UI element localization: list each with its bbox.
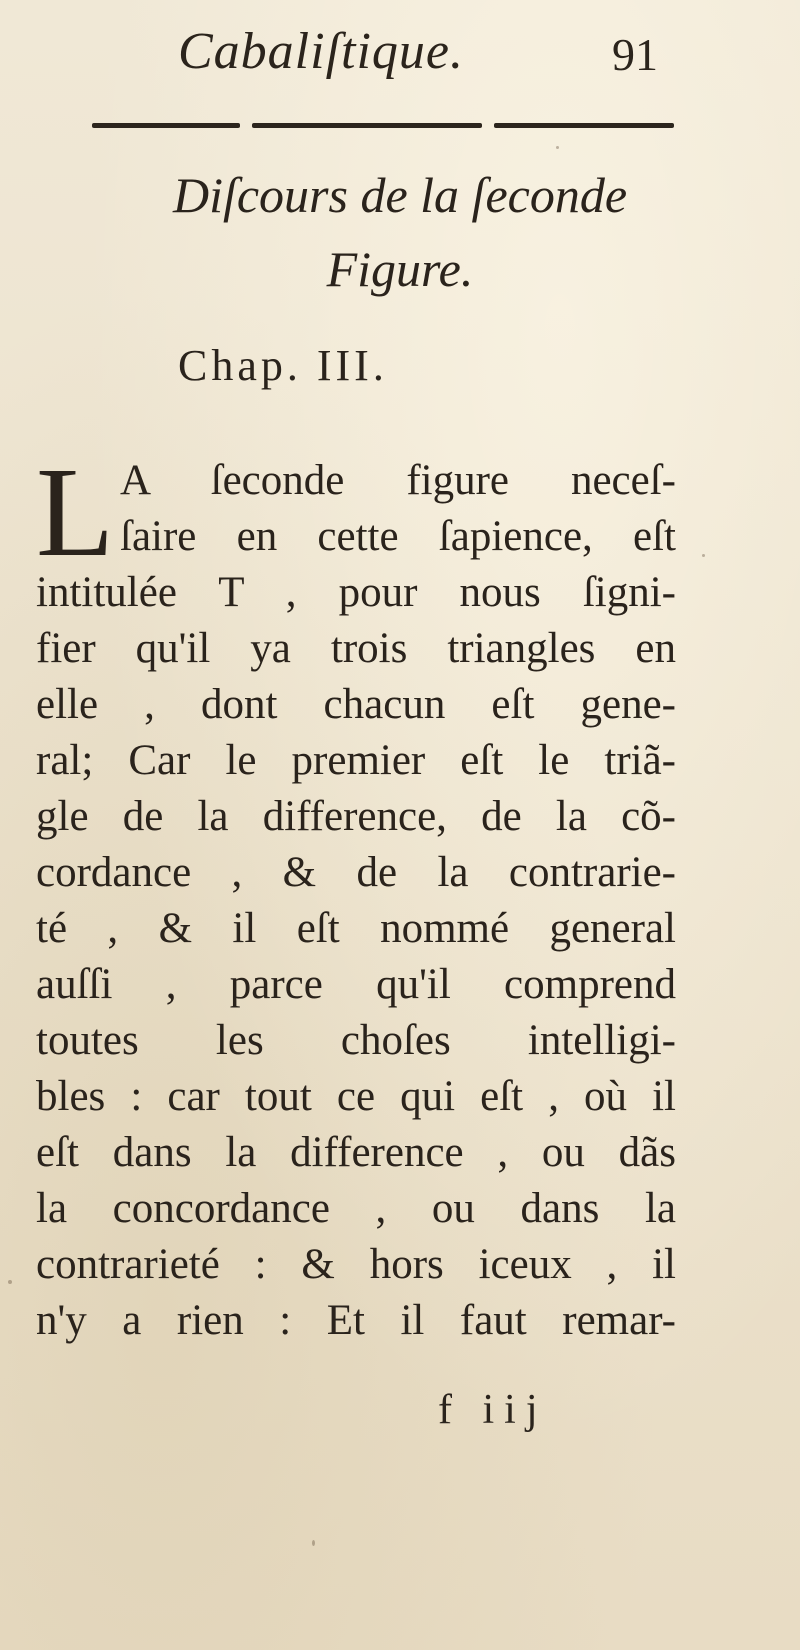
paper-speck xyxy=(702,554,705,557)
text-line: A ſeconde figure neceſ- xyxy=(120,457,676,504)
rule-segment xyxy=(92,123,240,128)
text-line: gle de la difference, de la cõ- xyxy=(36,793,676,840)
text-line: la concordance , ou dans la xyxy=(36,1185,676,1232)
paper-speck xyxy=(8,1280,12,1284)
text-line: ſaire en cette ſapience, eſt xyxy=(120,513,676,560)
text-line: auſſi , parce qu'il comprend xyxy=(36,961,676,1008)
text-line: fier qu'il ya trois triangles en xyxy=(36,625,676,672)
page-header xyxy=(0,22,800,92)
signature-mark: f iij xyxy=(438,1387,548,1433)
rule-segment xyxy=(252,123,482,128)
text-line: eſt dans la difference , ou dãs xyxy=(36,1129,676,1176)
section-title xyxy=(60,158,740,306)
page-number: 91 xyxy=(612,29,658,80)
paper-speck xyxy=(312,1540,315,1546)
text-line: elle , dont chacun eſt gene- xyxy=(36,681,676,728)
paper-speck xyxy=(556,146,559,149)
text-line: toutes les choſes intelligi- xyxy=(36,1017,676,1064)
text-line: contrarieté : & hors iceux , il xyxy=(36,1241,676,1288)
text-line: ral; Car le premier eſt le triã- xyxy=(36,737,676,784)
text-line: bles : car tout ce qui eſt , où il xyxy=(36,1073,676,1120)
text-line: intitulée T , pour nous ſigni- xyxy=(36,569,676,616)
text-line: n'y a rien : Et il faut remar- xyxy=(36,1297,676,1344)
text-line: cordance , & de la contrarie- xyxy=(36,849,676,896)
drop-cap: L xyxy=(36,441,115,583)
header-rule xyxy=(92,120,674,132)
text-line: té , & il eſt nommé general xyxy=(36,905,676,952)
running-title: Cabaliſtique. xyxy=(178,23,464,80)
section-title-line: Diſcours de la ſeconde xyxy=(172,167,628,223)
chapter-heading: Chap. III. xyxy=(178,341,388,390)
section-title-line: Figure. xyxy=(326,241,474,297)
rule-segment xyxy=(494,123,674,128)
